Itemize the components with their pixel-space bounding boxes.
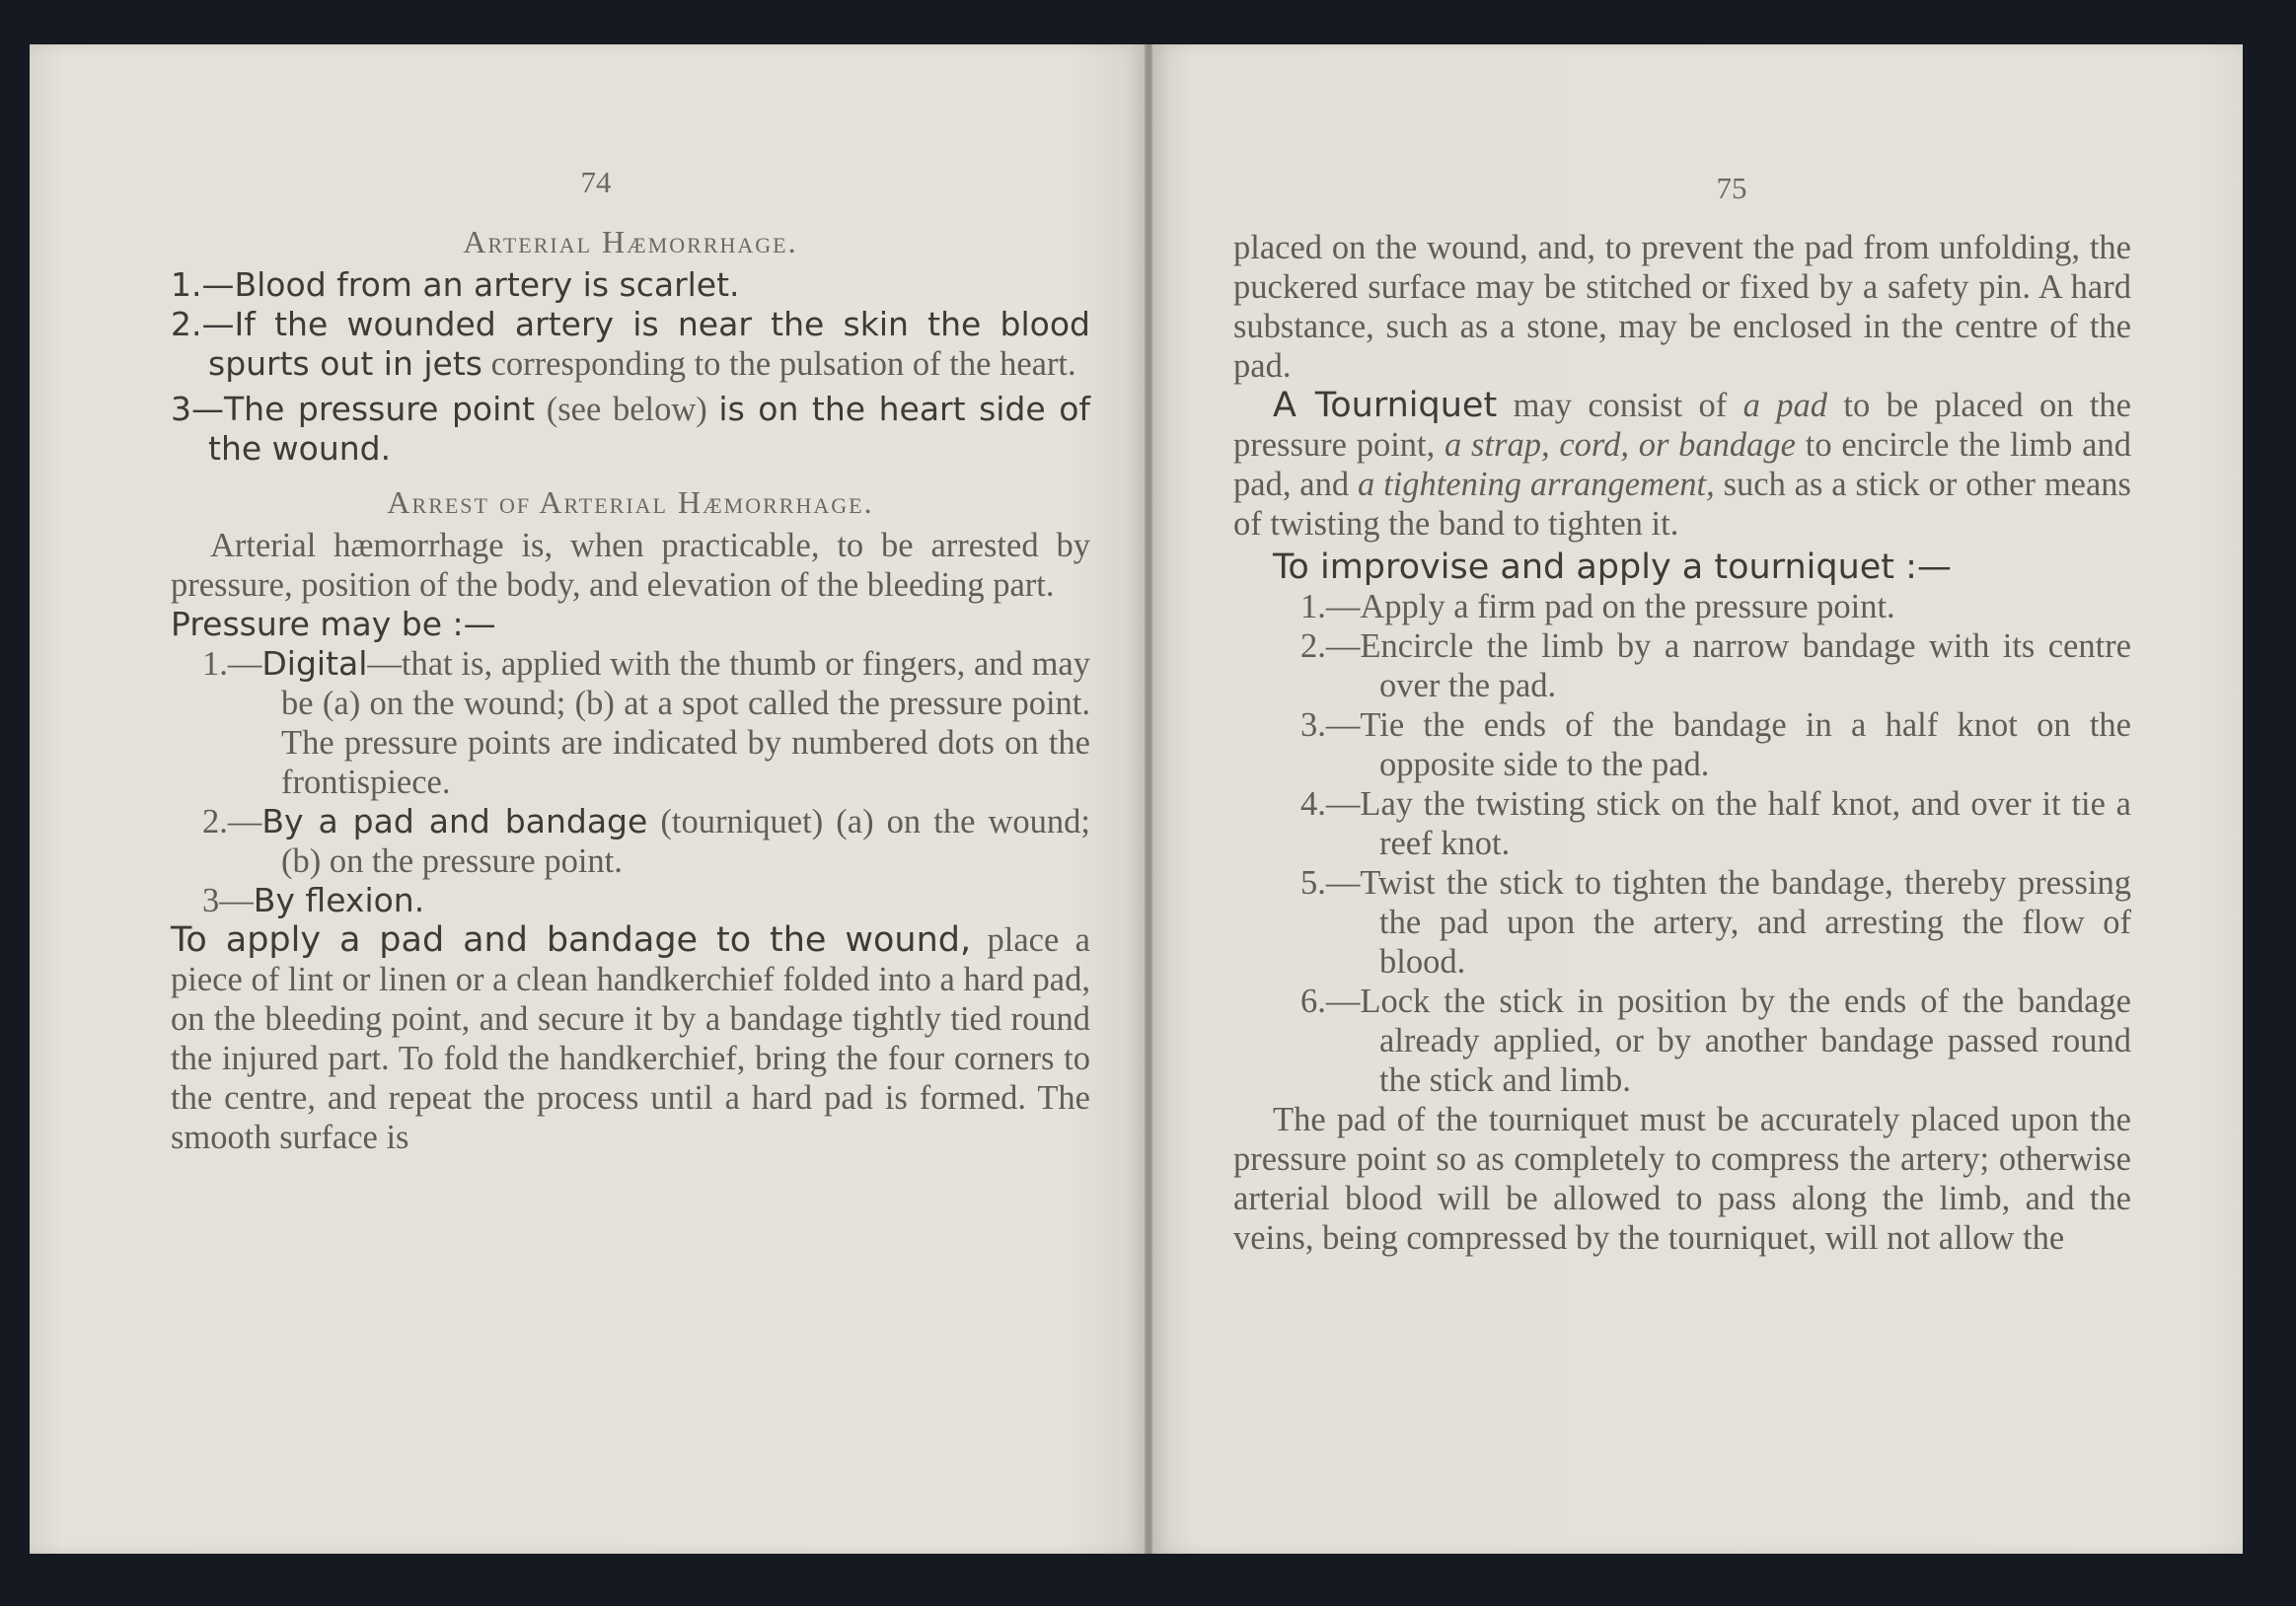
step-2: [1233, 626, 2131, 705]
pressure-intro-text: Pressure may be :—: [171, 605, 496, 643]
pressure-item-1-num: 1.—: [202, 645, 262, 683]
step-6-text: Lock the stick in position by the ends of the bandage already applied, or by another bandage passed round the stick and limb.: [1360, 983, 2131, 1099]
pressure-item-3: [171, 881, 1090, 920]
right-page-text: [1233, 169, 2131, 1258]
tourniquet-em-2: a strap, cord, or bandage: [1444, 426, 1796, 464]
pressure-item-1-text: —that is, applied with the thumb or fingers, and may be (a) on the wound; (b) at a spot called the pressure point. The pressure points are indicated by numbered dots on the frontispiece.: [281, 645, 1090, 801]
heading-arrest: Arrest of Arterial Hæmorrhage.: [387, 484, 874, 520]
step-5-text: Twist the stick to tighten the bandage, thereby pressing the pad upon the artery, and arresting the flow of blood.: [1360, 864, 2131, 981]
left-page-text: [171, 163, 1090, 1157]
sign-1: [171, 265, 1090, 305]
sign-3-bold2: is on the heart side of the wound.: [208, 390, 1090, 468]
pad-section: [171, 920, 1090, 1157]
step-1: [1233, 587, 2131, 626]
step-1-num: 1.—: [1300, 588, 1361, 625]
pressure-item-2-bold: By a pad and bandage: [261, 802, 648, 840]
step-3: [1233, 705, 2131, 784]
pad-paragraph: place a piece of lint or linen or a clean handkerchief folded into a hard pad, on the bleeding point, and secure it by a bandage tightly tied round the injured part. To fold the handkerchief, bring the four corners to the centre, and repeat the process until a hard pad is formed. The smooth surface is: [171, 921, 1090, 1156]
step-5: [1233, 863, 2131, 982]
heading-arterial-haemorrhage: Arterial Hæmorrhage.: [463, 224, 798, 259]
sign-2: [171, 305, 1090, 384]
tourniquet-text-4: such as a stick or other means of twisting the band to tighten it.: [1233, 466, 2131, 543]
step-5-num: 5.—: [1300, 864, 1361, 902]
step-4-num: 4.—: [1300, 785, 1361, 823]
step-2-text: Encircle the limb by a narrow bandage with its centre over the pad.: [1360, 627, 2131, 704]
sign-3-mid: (see below): [535, 391, 719, 428]
step-4: [1233, 784, 2131, 863]
sign-2-rest: corresponding to the pulsation of the heart.: [481, 345, 1076, 383]
page-number-left: 74: [580, 165, 612, 199]
sign-3-bold: The pressure point: [224, 390, 536, 428]
pressure-item-2-num: 2.—: [202, 803, 262, 840]
continuation-paragraph: placed on the wound, and, to prevent the pad from unfolding, the puckered surface may be stitched or fixed by a safety pin. A hard substance, such as a stone, may be enclosed in the centre of the pad.: [1233, 229, 2131, 385]
pressure-item-3-num: 3—: [202, 882, 254, 919]
sign-3: [171, 390, 1090, 469]
closing-paragraph: The pad of the tourniquet must be accurately placed upon the pressure point so as completely to compress the artery; otherwise arterial blood will be allowed to pass along the limb, and the veins, being compressed by the tourniquet, will not allow the: [1233, 1101, 2131, 1257]
step-1-text: Apply a firm pad on the pressure point.: [1360, 588, 1895, 625]
pressure-item-1-bold: Digital: [261, 644, 368, 683]
sign-1-bold: Blood from an artery is scarlet.: [234, 265, 740, 304]
pressure-item-3-bold: By flexion.: [253, 881, 425, 919]
sign-2-num: 2.—: [171, 305, 235, 343]
sign-1-num: 1.—: [171, 265, 235, 304]
page-number-right: 75: [1716, 171, 1747, 205]
pressure-item-2-text: (tourniquet) (a) on the wound; (b) on the pressure point.: [281, 803, 1090, 880]
arrest-paragraph: Arterial hæmorrhage is, when practicable, to be arrested by pressure, position of the body, and elevation of the bleeding part.: [171, 527, 1090, 604]
pressure-item-2: [171, 802, 1090, 881]
improvise-heading-line: [1233, 548, 2131, 587]
step-3-text: Tie the ends of the bandage in a half knot on the opposite side to the pad.: [1360, 706, 2131, 783]
step-3-num: 3.—: [1300, 706, 1361, 744]
tourniquet-text-1: may consist of: [1497, 387, 1743, 424]
tourniquet-paragraph: [1233, 386, 2131, 544]
right-page: [1152, 44, 2243, 1554]
tourniquet-text-2: to be placed on the pressure point,: [1233, 387, 2131, 464]
tourniquet-bold: A Tourniquet: [1273, 386, 1498, 425]
step-2-num: 2.—: [1300, 627, 1361, 665]
step-6: [1233, 982, 2131, 1100]
tourniquet-em-3: a tightening arrangement,: [1357, 466, 1715, 503]
sign-3-num: 3—: [171, 390, 224, 428]
left-page: [30, 44, 1145, 1554]
step-4-text: Lay the twisting stick on the half knot, and over it tie a reef knot.: [1360, 785, 2131, 862]
sign-2-bold: If the wounded artery is near the skin the blood spurts out in jets: [208, 305, 1090, 383]
tourniquet-em-1: a pad: [1742, 387, 1828, 424]
step-6-num: 6.—: [1300, 983, 1361, 1020]
pressure-item-1: [171, 644, 1090, 802]
improvise-heading: To improvise and apply a tourniquet :—: [1273, 548, 1952, 587]
pad-heading: To apply a pad and bandage to the wound,: [171, 920, 972, 960]
pressure-intro: [171, 605, 1090, 644]
tourniquet-text-3: to encircle the limb and pad, and: [1233, 426, 2131, 503]
